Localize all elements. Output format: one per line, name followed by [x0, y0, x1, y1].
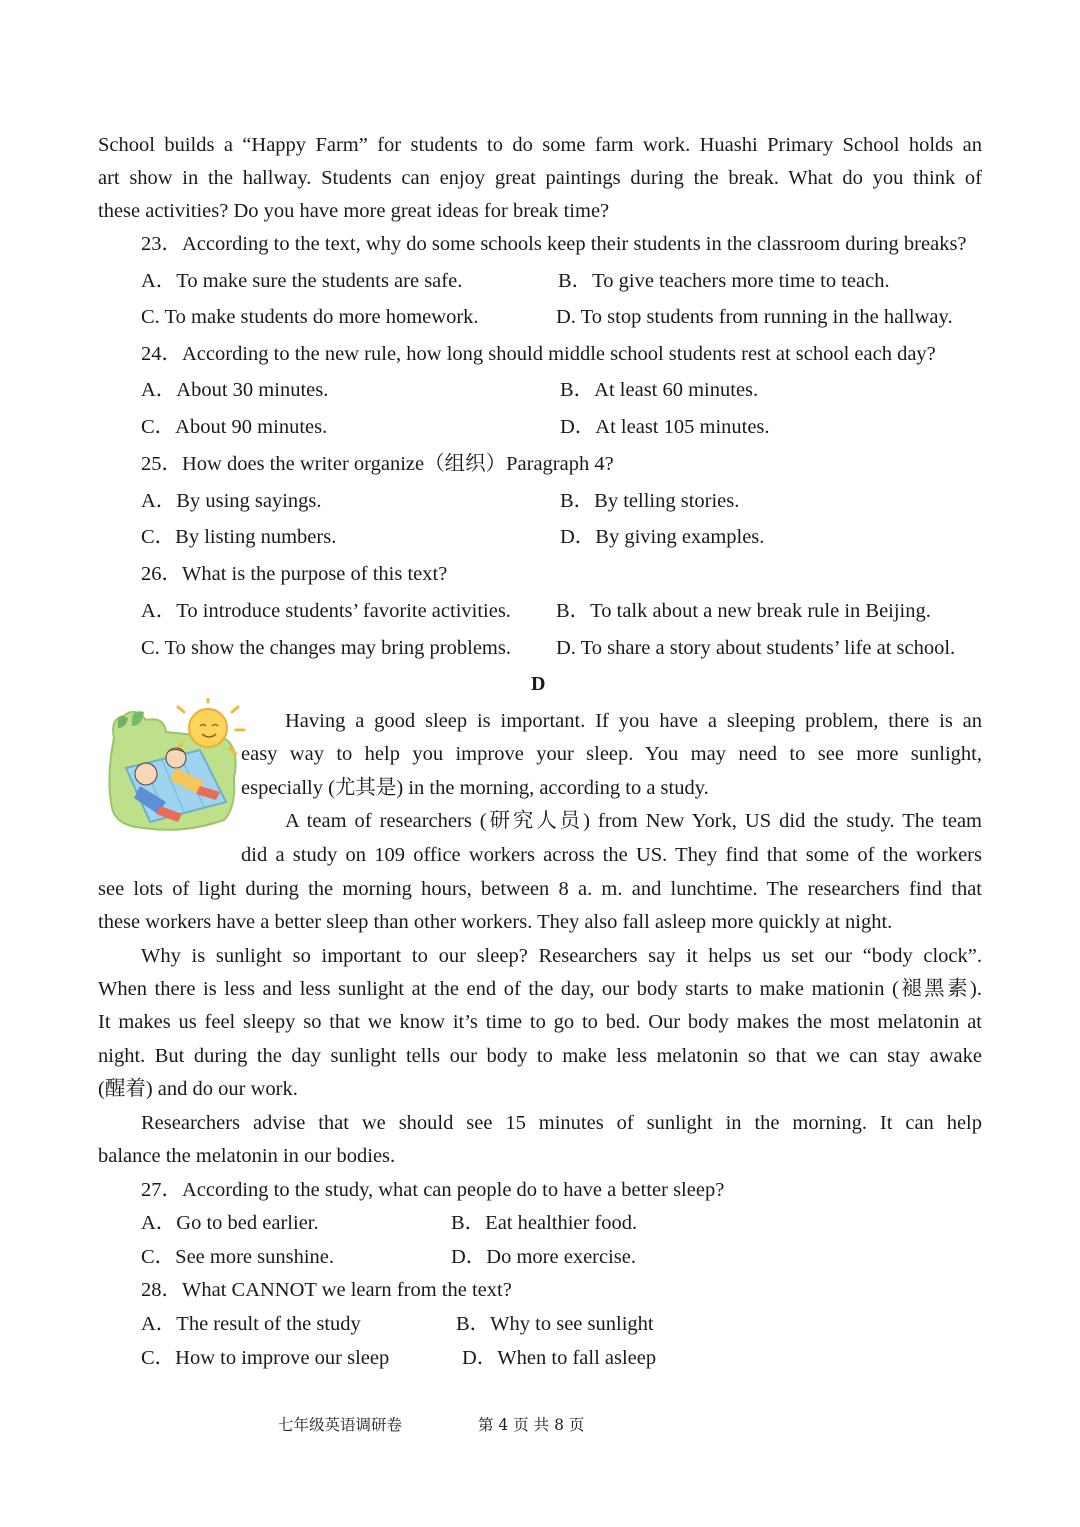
passage-d-line: (醒着) and do our work. [98, 1078, 298, 1100]
q28-option-a: A．The result of the study [141, 1313, 361, 1335]
q28-option-c: C．How to improve our sleep [141, 1347, 390, 1369]
q23-option-a: A．To make sure the students are safe. [141, 270, 463, 292]
passage-d-line: these workers have a better sleep than other workers. They also fall asleep more quickly at night. [98, 911, 893, 933]
passage-line: art show in the hallway. Students can enjoy great paintings during the break. What do you think of [98, 167, 982, 189]
kids-sunbathing-illustration [104, 698, 246, 834]
q27-option-b: B．Eat healthier food. [451, 1212, 638, 1234]
q24-option-d: D．At least 105 minutes. [560, 416, 770, 438]
passage-d-line: Having a good sleep is important. If you have a sleeping problem, there is an [285, 710, 982, 732]
passage-d-line: A team of researchers (研究人员) from New York, US did the study. The team [285, 810, 982, 832]
q23-option-b: B．To give teachers more time to teach. [558, 270, 890, 292]
q25-option-d: D．By giving examples. [560, 526, 765, 548]
q25-option-a: A．By using sayings. [141, 490, 322, 512]
question-27-stem: 27．According to the study, what can people do to have a better sleep? [141, 1179, 725, 1201]
q26-option-b: B．To talk about a new break rule in Beijing. [556, 600, 931, 622]
q27-option-c: C．See more sunshine. [141, 1246, 335, 1268]
passage-d-line: Researchers advise that we should see 15 minutes of sunlight in the morning. It can help [141, 1112, 982, 1134]
q23-option-c: C. To make students do more homework. [141, 306, 479, 328]
question-28-stem: 28．What CANNOT we learn from the text? [141, 1279, 512, 1301]
question-26-stem: 26．What is the purpose of this text? [141, 563, 448, 585]
passage-d-line: night. But during the day sunlight tells our body to make less melatonin so that we can stay awake [98, 1045, 982, 1067]
passage-d-line: It makes us feel sleepy so that we know it’s time to go to bed. Our body makes the most melatonin at [98, 1011, 982, 1033]
q25-option-c: C．By listing numbers. [141, 526, 337, 548]
q26-option-c: C. To show the changes may bring problems. [141, 637, 511, 659]
q27-option-a: A．Go to bed earlier. [141, 1212, 319, 1234]
q27-option-d: D．Do more exercise. [451, 1246, 637, 1268]
passage-d-line: When there is less and less sunlight at the end of the day, our body starts to make mationin (褪黑素). [98, 978, 982, 1000]
passage-line: these activities? Do you have more great ideas for break time? [98, 200, 610, 222]
section-d-heading: D [531, 673, 546, 695]
q24-option-b: B．At least 60 minutes. [560, 379, 759, 401]
question-23-stem: 23．According to the text, why do some schools keep their students in the classroom during breaks? [141, 233, 967, 255]
q25-option-b: B．By telling stories. [560, 490, 740, 512]
q28-option-d: D．When to fall asleep [462, 1347, 657, 1369]
passage-d-line: especially (尤其是) in the morning, according to a study. [241, 777, 709, 799]
passage-d-line: did a study on 109 office workers across the US. They find that some of the workers [241, 844, 982, 866]
passage-d-line: balance the melatonin in our bodies. [98, 1145, 396, 1167]
q26-option-a: A．To introduce students’ favorite activities. [141, 600, 511, 622]
footer-exam-name: 七年级英语调研卷 [278, 1416, 403, 1434]
q28-option-b: B．Why to see sunlight [456, 1313, 654, 1335]
question-24-stem: 24．According to the new rule, how long should middle school students rest at school each day? [141, 343, 936, 365]
passage-line: School builds a “Happy Farm” for students to do some farm work. Huashi Primary School holds an [98, 134, 982, 156]
q26-option-d: D. To share a story about students’ life at school. [556, 637, 956, 659]
q24-option-a: A．About 30 minutes. [141, 379, 329, 401]
footer-page-number: 第 4 页 共 8 页 [478, 1416, 585, 1434]
question-25-stem: 25．How does the writer organize（组织）Paragraph 4? [141, 453, 614, 475]
q23-option-d: D. To stop students from running in the hallway. [556, 306, 953, 328]
passage-d-line: see lots of light during the morning hours, between 8 a. m. and lunchtime. The researchers find that [98, 878, 982, 900]
passage-d-line: easy way to help you improve your sleep. You may need to see more sunlight, [241, 743, 982, 765]
q24-option-c: C．About 90 minutes. [141, 416, 328, 438]
passage-d-line: Why is sunlight so important to our sleep? Researchers say it helps us set our “body clock”. [141, 945, 982, 967]
